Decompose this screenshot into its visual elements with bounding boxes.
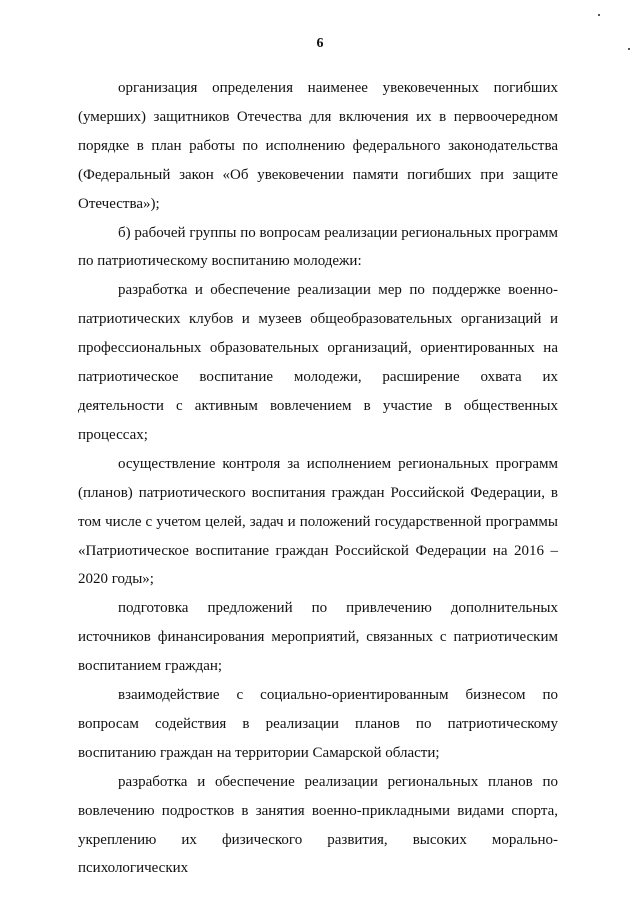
paragraph-5: подготовка предложений по привлечению дополнительных источников финансирования мероприятий, связанных с патриотическим воспитанием граждан; <box>78 600 558 675</box>
paragraph-2: б) рабочей группы по вопросам реализации региональных программ по патриотическому воспитанию молодежи: <box>78 224 558 270</box>
paragraph-6: взаимодействие с социально-ориентированным бизнесом по вопросам содействия в реализации планов по патриотическому воспитанию граждан на территории Самарской области; <box>78 687 558 761</box>
scan-speck <box>628 48 630 50</box>
paragraph-1: организация определения наименее увековеченных погибших (умерших) защитников Отечества для включения их в первоочередном порядке в план работы по исполнению федерального законодательства (Федеральный закон «Об увековечении памяти погибших при защите Отечества»); <box>78 80 558 212</box>
page-number: 6 <box>316 36 324 51</box>
paragraph-3: разработка и обеспечение реализации мер по поддержке военно-патриотических клубов и музеев общеобразовательных организаций и профессиональных образовательных организаций, ориентированных на патриотическое воспитание молодежи, расширение охвата их деятельности с активным вовлечением в участие в общественных процессах; <box>78 282 558 443</box>
paragraph-7: разработка и обеспечение реализации региональных планов по вовлечению подростков в занятия военно-прикладными видами спорта, укреплению их физического развития, высоких морально-психологических <box>78 773 558 877</box>
scan-speck <box>598 14 600 16</box>
paragraph-4: осуществление контроля за исполнением региональных программ (планов) патриотического воспитания граждан Российской Федерации, в том числе с учетом целей, задач и положений государственной программы «Патриотическое воспитание граждан Российской Федерации на 2016 – 2020 годы»; <box>78 455 558 588</box>
document-body <box>78 74 558 883</box>
